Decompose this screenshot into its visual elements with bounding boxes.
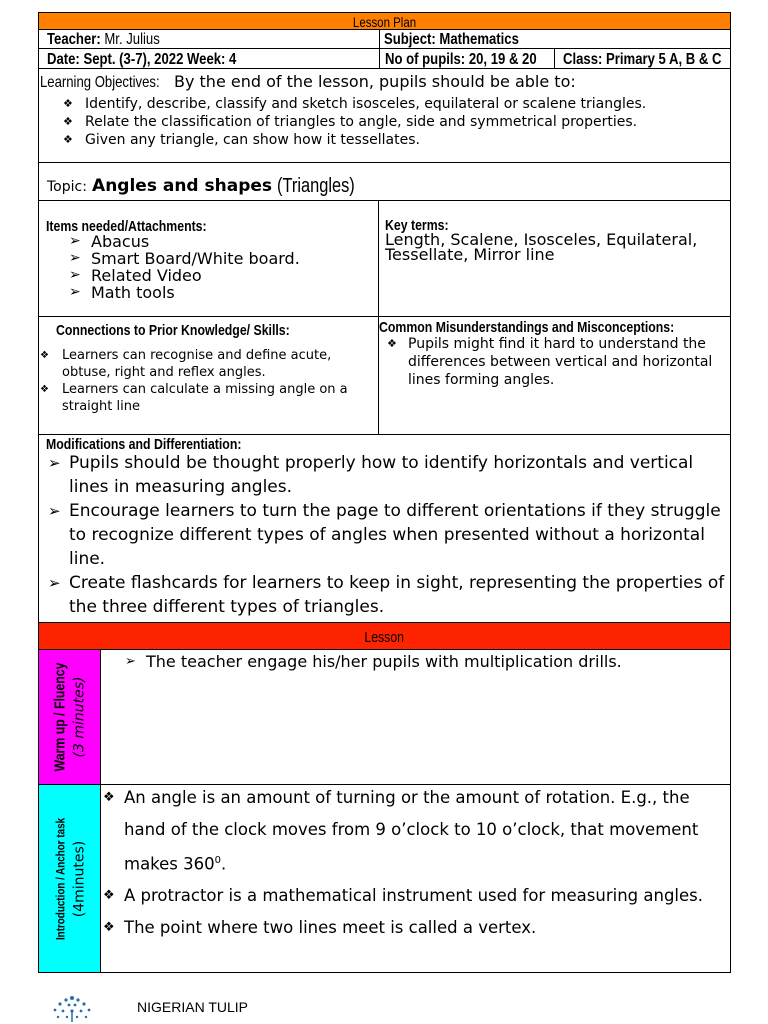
list-item: ❖ An angle is an amount of turning or the amount of rotation. E.g., the hand of the clock moves from 9 o’clock to 10 o’clock, that movement makes $360^0$. — [103, 782, 731, 880]
four-diamond-bullet-icon: ❖ — [387, 337, 397, 350]
intro-label: Introduction / Anchor task — [53, 817, 67, 940]
pupils-label: No of pupils: — [385, 51, 466, 68]
items-keyterms-row — [38, 201, 731, 317]
topic-subtitle: (Triangles) — [277, 175, 355, 197]
lesson-plan-title: Lesson Plan — [352, 14, 417, 30]
footer-org-name: NIGERIAN TULIP — [137, 999, 248, 1015]
tulip-logo-icon — [48, 992, 96, 1022]
list-item: ❖ A protractor is a mathematical instrument used for measuring angles. — [103, 880, 731, 912]
teacher-row — [38, 30, 731, 49]
list-item: ➢ Smart Board/White board. — [69, 249, 300, 268]
learning-objectives-section — [38, 69, 731, 163]
degree-superscript: 0 — [214, 855, 222, 866]
list-item: ❖ Learners can calculate a missing angle on a straight line — [40, 382, 348, 414]
four-diamond-bullet-icon: ❖ — [40, 350, 49, 361]
arrow-bullet-icon: ➢ — [69, 233, 81, 249]
prior-knowledge-label: Connections to Prior Knowledge/ Skills: — [56, 322, 290, 339]
lesson-plan-title-bar — [38, 12, 731, 30]
items-needed-list — [69, 233, 374, 301]
arrow-bullet-icon: ➢ — [69, 284, 81, 300]
objectives-intro: By the end of the lesson, pupils should be able to: — [174, 72, 576, 91]
warmup-row — [38, 650, 731, 785]
intro-list — [103, 782, 731, 943]
intro-time: (4minutes) — [71, 840, 87, 917]
arrow-bullet-icon: ➢ — [48, 574, 61, 592]
teacher-cell — [39, 30, 380, 48]
arrow-bullet-icon: ➢ — [69, 250, 81, 266]
lesson-title: Lesson — [364, 629, 405, 646]
prior-knowledge-list — [40, 347, 375, 415]
key-terms-line-1: Length, Scalene, Isosceles, Equilateral, — [385, 230, 698, 249]
four-diamond-bullet-icon: ❖ — [103, 790, 115, 805]
key-terms-line-2: Tessellate, Mirror line — [385, 245, 555, 264]
introduction-row — [38, 785, 731, 973]
list-item: ➢ Related Video — [69, 266, 202, 285]
key-terms-label: Key terms: — [385, 217, 449, 234]
objectives-label: Learning Objectives: — [40, 74, 160, 91]
key-terms-cell — [384, 201, 730, 316]
date-value: Sept. (3-7), 2022 Week: 4 — [83, 51, 237, 68]
list-item: ❖ The point where two lines meet is called a vertex. — [103, 912, 731, 944]
misconceptions-label: Common Misunderstandings and Misconceptions: — [379, 319, 675, 336]
list-item: ➢ Pupils should be thought properly how to identify horizontals and vertical lines in measuring angles. — [48, 453, 694, 497]
lesson-title-bar — [38, 623, 731, 650]
warmup-label: Warm up / Fluency — [51, 662, 68, 772]
topic-label: Topic: — [47, 179, 87, 195]
class-cell — [559, 49, 729, 68]
four-diamond-bullet-icon: ❖ — [63, 97, 73, 110]
four-diamond-bullet-icon: ❖ — [63, 133, 73, 146]
list-item: ➢ Math tools — [69, 283, 175, 302]
objectives-heading — [40, 72, 730, 92]
class-value: Primary 5 A, B & C — [606, 51, 722, 68]
four-diamond-bullet-icon: ❖ — [40, 384, 49, 395]
misconceptions-list — [387, 335, 730, 389]
footer — [48, 990, 348, 1024]
items-needed-cell — [39, 201, 379, 316]
teacher-value: Mr. Julius — [104, 31, 160, 48]
arrow-bullet-icon: ➢ — [48, 454, 61, 472]
class-label: Class: — [563, 51, 603, 68]
differentiation-section — [38, 435, 731, 623]
list-item: ❖ Identify, describe, classify and sketch isosceles, equilateral or scalene triangles. — [63, 96, 647, 112]
date-cell — [39, 49, 380, 68]
list-item: ➢ Encourage learners to turn the page to different orientations if they struggle to recognize different types of angles when presented without a horizontal line. — [48, 501, 721, 569]
prior-knowledge-cell — [39, 317, 379, 434]
four-diamond-bullet-icon: ❖ — [103, 888, 115, 903]
arrow-bullet-icon: ➢ — [48, 502, 61, 520]
warmup-time: (3 minutes) — [71, 676, 87, 758]
misconceptions-cell — [379, 317, 730, 434]
pupils-cell — [380, 49, 555, 68]
list-item: ❖ Given any triangle, can show how it tessellates. — [63, 132, 420, 148]
prior-misconceptions-row — [38, 317, 731, 435]
arrow-bullet-icon: ➢ — [69, 267, 81, 283]
pupils-value: 20, 19 & 20 — [468, 51, 537, 68]
differentiation-label: Modifications and Differentiation: — [46, 436, 242, 453]
topic-value: Angles and shapes — [92, 176, 273, 196]
date-row — [38, 49, 731, 69]
differentiation-list — [48, 451, 728, 619]
list-item: ➢ Create flashcards for learners to keep in sight, representing the properties of the three different types of triangles. — [48, 573, 725, 617]
subject-value: Mathematics — [439, 31, 519, 48]
objectives-list — [63, 95, 723, 149]
list-item: ❖ Learners can recognise and define acute, obtuse, right and reflex angles. — [40, 348, 332, 380]
four-diamond-bullet-icon: ❖ — [103, 919, 115, 935]
warmup-label-cell — [39, 650, 101, 784]
intro-label-cell — [39, 785, 101, 972]
arrow-bullet-icon: ➢ — [125, 654, 136, 669]
subject-label: Subject: — [384, 31, 436, 48]
list-item: ❖ Relate the classification of triangles to angle, side and symmetrical properties. — [63, 114, 638, 130]
date-label: Date: — [47, 51, 80, 68]
list-item: ❖ Pupils might find it hard to understand the differences between vertical and horizontal lines forming angles. — [387, 336, 713, 388]
warmup-list — [125, 652, 725, 672]
teacher-label: Teacher: — [47, 31, 101, 48]
topic-section — [38, 163, 731, 201]
items-needed-label: Items needed/Attachments: — [46, 218, 207, 235]
list-item: ➢ The teacher engage his/her pupils with multiplication drills. — [125, 652, 622, 671]
four-diamond-bullet-icon: ❖ — [63, 115, 73, 128]
subject-cell — [384, 30, 724, 48]
list-item: ➢ Abacus — [69, 232, 150, 251]
